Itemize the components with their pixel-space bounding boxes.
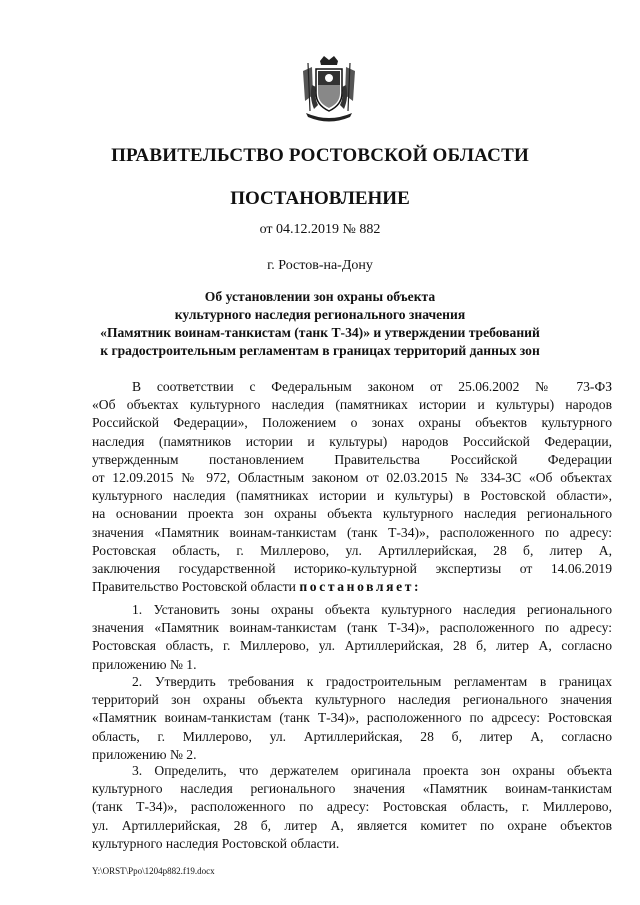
title-line: Об установлении зон охраны объекта [204,289,436,304]
preamble-line: на основании проекта зон охраны объекта культурного наследия регионального [92,506,612,522]
preamble-line: «Об объектах культурного наследия (памятниках истории и культуры) народов [92,397,612,413]
item-line: культурного наследия Ростовской области. [92,835,340,851]
item-line: Ростовская область, г. Миллерово, ул. Артиллерийская, 28 б, литер А, согласно [92,638,612,654]
item-line: ул. Артиллерийская, 28 б, литер А, является комитет по охране объектов [92,817,612,833]
item-line: область, г. Миллерово, ул. Артиллерийская, 28 б, литер А, согласно [92,728,612,744]
preamble-line: Российской Федерации», Положением о зонах охраны объектов культурного [92,415,612,431]
document-city: г. Ростов-на-Дону [267,258,373,273]
preamble-authority: Правительство Ростовской области [92,579,296,595]
preamble-line: от 12.09.2015 № 972, Областным законом от 02.03.2015 № 334-ЗС «Об объектах [92,470,612,486]
item-1-paragraph [92,601,612,674]
preamble-line: наследия (памятников истории и культуры) народов Российской Федерации, [92,433,612,449]
title-line: к градостроительным регламентам в границах территорий данных зон [100,343,540,358]
item-line: 3. Определить, что держателем оригинала проекта зон охраны объекта [132,763,612,778]
item-line: приложению № 1. [92,656,197,672]
item-line: территорий зон охраны объекта культурного наследия регионального значения [92,692,612,708]
coat-of-arms-emblem [300,55,358,123]
file-path-footer: Y:\ORST\Ppo\1204p882.f19.docx [92,866,215,876]
preamble-paragraph [92,378,612,596]
item-line: культурного наследия регионального значения «Памятник воинам-танкистам [92,781,612,797]
item-2-paragraph [92,673,612,764]
item-3-paragraph [92,762,612,853]
document-date-number: от 04.12.2019 № 882 [259,222,381,237]
item-line: приложению № 2. [92,746,197,762]
document-type: ПОСТАНОВЛЕНИЕ [230,188,410,209]
preamble-line: заключения государственной историко-культурной экспертизы от 14.06.2019 [92,561,612,577]
organization-name: ПРАВИТЕЛЬСТВО РОСТОВСКОЙ ОБЛАСТИ [111,145,529,166]
preamble-last-line [92,578,612,596]
item-line: 1. Установить зоны охраны объекта культурного наследия регионального [132,602,612,617]
preamble-line: утвержденным постановлением Правительства Российской Федерации [92,451,612,467]
item-line: 2. Утвердить требования к градостроительным регламентам в границах [132,674,612,689]
preamble-line: значения «Памятник воинам-танкистам (танк Т-34)», расположенного по адресу: [92,524,612,540]
item-line: значения «Памятник воинам-танкистам (танк Т-34)», расположенного по адресу: [92,620,612,636]
document-title [0,288,640,360]
title-line: культурного наследия регионального значения [174,307,466,322]
resolves-word: постановляет: [299,579,422,595]
title-line: «Памятник воинам-танкистам (танк Т-34)» и утверждении требований [100,325,540,340]
item-line: «Памятник воинам-танкистам (танк Т-34)», расположенного по адрсесу: Ростовская [92,710,612,726]
preamble-line: культурного наследия (памятниках истории и культуры) в Ростовской области», [92,488,612,504]
preamble-line: Ростовская область, г. Миллерово, ул. Артиллерийская, 28 б, литер А, [92,542,612,558]
item-line: (танк Т-34)», расположенного по адресу: Ростовская область, г. Миллерово, [92,799,612,815]
preamble-line: В соответствии с Федеральным законом от 25.06.2002 № 73-ФЗ [132,379,612,394]
